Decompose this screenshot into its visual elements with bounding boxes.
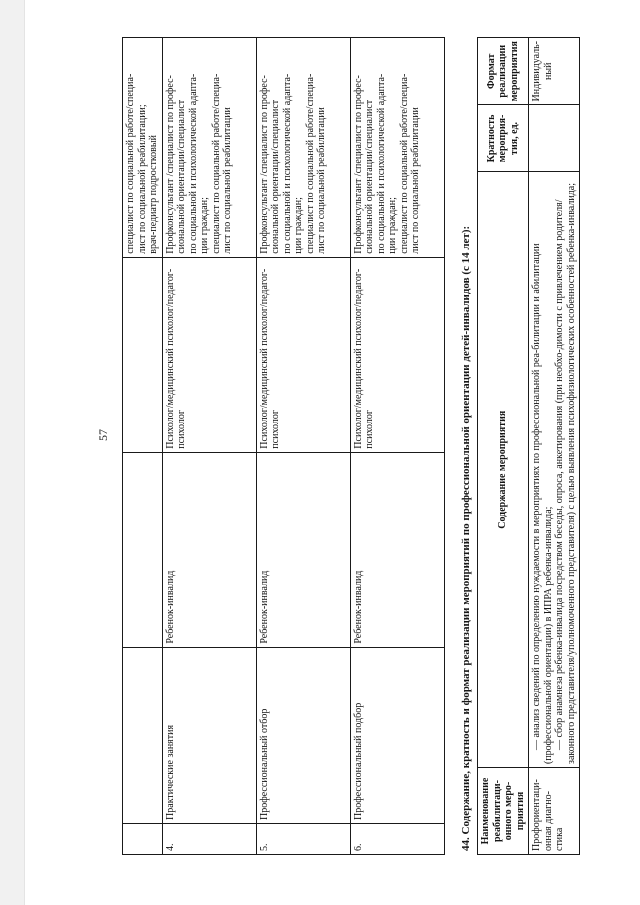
table-row [529, 38, 580, 855]
executor: Психолог/медицинский психолог/педагог-психолог [350, 257, 444, 452]
cell-line: Профконсультант /специалист по профес- [164, 75, 176, 254]
upper-table [122, 37, 445, 855]
activity-name: Практические занятия [162, 647, 256, 823]
executor: Психолог/медицинский психолог/педагог-психолог [256, 257, 350, 452]
header-name: Наименование реабилитаци-онного меро-приятия [478, 768, 529, 855]
content-item: — анализ сведений по определению нуждаемости в мероприятиях по профессиональной реа-билитации и абилитации (профессиональной ориентации) в ИПРА ребенка-инвалида; [531, 243, 554, 764]
lower-table [477, 37, 580, 855]
cell-line: специалист по социальной работе/специа- [398, 73, 410, 254]
content-item: — сбор анамнеза ребенка-инвалида посредством беседы, опроса, анкетирования (при необхо-димости с привлечением родителя/законного представителя/уполномоченного представителя) с целью выявления психофизиологических особенностей ребенка-инвалида; [554, 183, 577, 764]
activity-name: Профориентаци-онная диагно-стика [529, 768, 580, 855]
target-group: Ребенок-инвалид [350, 452, 444, 647]
activity-name: Профессиональный отбор [256, 647, 350, 823]
cell-line: лист по социальной реабилитации [222, 107, 233, 254]
frequency-value [529, 105, 580, 172]
cell-line: лист по социальной реабилитации [316, 107, 327, 254]
header-content: Содержание мероприятия [478, 172, 529, 768]
table-cell [123, 647, 163, 823]
cell-line: Профконсультант /специалист по профес- [258, 75, 270, 254]
table-row [256, 38, 350, 855]
cell-line: ции граждан; [387, 197, 398, 254]
cell-line: сиональной ориентации/специалист [176, 99, 187, 254]
cell-line: специалист по социальной работе/специа- [125, 73, 136, 254]
cell-line: по социальной и психологической адапта- [281, 73, 293, 254]
header-frequency: Кратность мероприя-тия, ед. [478, 105, 529, 172]
cell-line: лист по социальной реабилитации; [136, 104, 148, 254]
cell-line: по социальной и психологической адапта- [187, 73, 199, 254]
cell-line: по социальной и психологической адапта- [375, 73, 387, 254]
executor: Психолог/медицинский психолог/педагог-психолог [162, 257, 256, 452]
header-format: Формат реализации мероприятия [478, 38, 529, 105]
row-number: 5. [256, 823, 350, 854]
specialists [162, 38, 256, 258]
table-cell [123, 257, 163, 452]
target-group: Ребенок-инвалид [256, 452, 350, 647]
table-header-row [478, 38, 529, 855]
table-row [162, 38, 256, 855]
scan-edge-strip [0, 0, 25, 905]
activity-content [529, 172, 580, 768]
table-cell [123, 452, 163, 647]
cell-line: лист по социальной реабилитации [410, 107, 421, 254]
cell-line: врач-педиатр подростковый [148, 135, 159, 254]
table-row [350, 38, 444, 855]
row-number: 6. [350, 823, 444, 854]
activity-name: Профессиональный подбор [350, 647, 444, 823]
specialists [256, 38, 350, 258]
target-group: Ребенок-инвалид [162, 452, 256, 647]
format-value: Индивидуаль-ный [529, 38, 580, 105]
table-cell [123, 38, 163, 258]
cell-line: специалист по социальной работе/специа- [304, 73, 316, 254]
page-number: 57 [96, 429, 110, 441]
rotated-page [80, 15, 577, 855]
table-cell [123, 823, 163, 854]
cell-line: ции граждан; [199, 197, 210, 254]
cell-line: Профконсультант /специалист по профес- [352, 75, 364, 254]
section-title: 44. Содержание, кратность и формат реализации мероприятий по профессиональной ориентации детей-инвалидов (с 14 лет): [460, 225, 472, 851]
cell-line: специалист по социальной работе/специа- [210, 73, 222, 254]
specialists [350, 38, 444, 258]
cell-line: ции граждан; [293, 197, 304, 254]
cell-line: сиональной ориентации/специалист [270, 99, 281, 254]
cell-line: сиональной ориентации/специалист [364, 99, 375, 254]
row-number: 4. [162, 823, 256, 854]
table-row [123, 38, 163, 855]
